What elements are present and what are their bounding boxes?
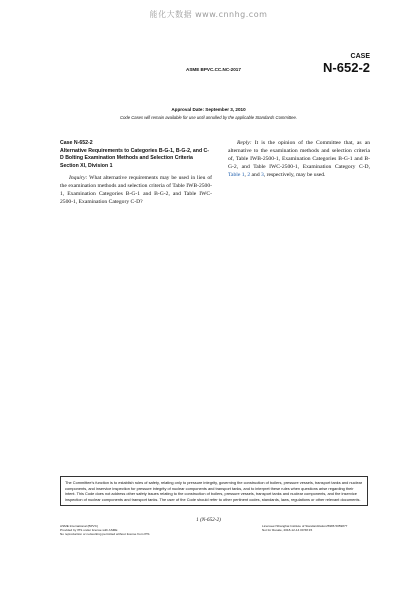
reply-paragraph [228, 140, 370, 180]
reply-label: Reply: [237, 140, 252, 146]
reply-text-2: , respectively, may be used. [263, 171, 326, 178]
licensee-line: Licensee=Shanghai Institute of Standardization/5986 5059877 [262, 524, 348, 528]
left-column [60, 140, 212, 213]
inquiry-text: What alternative requirements may be used in lieu of the examination methods and selection criteria of Table IWB-2500-1, Examination Categories B-G-1 and B-G-2, and Table IWC-2500-1, Examination Category C-D? [60, 175, 212, 206]
licensee-line: Not for Resale, 2018-12-14 00:58:15 [262, 527, 313, 532]
page-number: 1 (N-652-2) [196, 517, 221, 523]
license-line: Provided by IHS under license with ASME [60, 527, 118, 532]
inquiry-label: Inquiry: [69, 175, 88, 182]
case-number: N-652-2 [323, 60, 370, 75]
table-1-link[interactable]: Table 1 [228, 171, 245, 178]
case-heading [60, 140, 212, 170]
license-provider [60, 525, 149, 537]
licensee-info [262, 525, 347, 533]
case-label: CASE [350, 53, 370, 60]
code-cases-note: Code Cases will remain available for use until annulled by the applicable Standards Committee. [120, 115, 297, 120]
doc-id: ASME BPVC.CC.NC-2017 [186, 67, 241, 72]
reply-sep-2: and [250, 171, 262, 178]
case-no: Case N-652-2 [60, 140, 93, 146]
committee-function-note: The Committee's function is to establish rules of safety, relating only to pressure integrity, governing the construction of boilers, pressure vessels, transport tanks and nuclear components, and inservice inspection for pressure integrity of nuclear components and transport tanks, and to interpret these rules when questions arise regarding their intent. This Code does not address other safety issues relating to the construction of boilers, pressure vessels, transport tanks and nuclear components, and the inservice inspection of nuclear components and transport tanks. The user of the Code should refer to other pertinent codes, standards, laws, regulations or other relevant documents. [60, 476, 368, 506]
case-section: Section XI, Division 1 [60, 162, 113, 169]
reply-sep-1: , [244, 171, 248, 178]
table-3-link[interactable]: 3 [261, 171, 264, 178]
table-2-link[interactable]: 2 [247, 171, 251, 178]
right-column [228, 140, 370, 180]
case-title: Alternative Requirements to Categories B-G-1, B-G-2, and C-D Bolting Examination Methods and Selection Criteria [60, 147, 210, 162]
watermark-text: 能化大数据 www.cnnhg.com [149, 10, 268, 19]
license-line: ASME International (BPVC) [60, 524, 98, 528]
inquiry-paragraph [60, 175, 212, 207]
approval-date: Approval Date: September 3, 2010 [171, 107, 246, 112]
reply-text-1: It is the opinion of the Committee that, as an alternative to the examination methods and selection criteria of, Table IWB-2500-1, Examination Categories B-G-1 and B-G-2, and Table IWC-2500-1, Examination Category C-D, [228, 140, 370, 170]
side-watermark [401, 225, 407, 285]
license-line: No reproduction or networking permitted without license from IHS [60, 531, 150, 536]
